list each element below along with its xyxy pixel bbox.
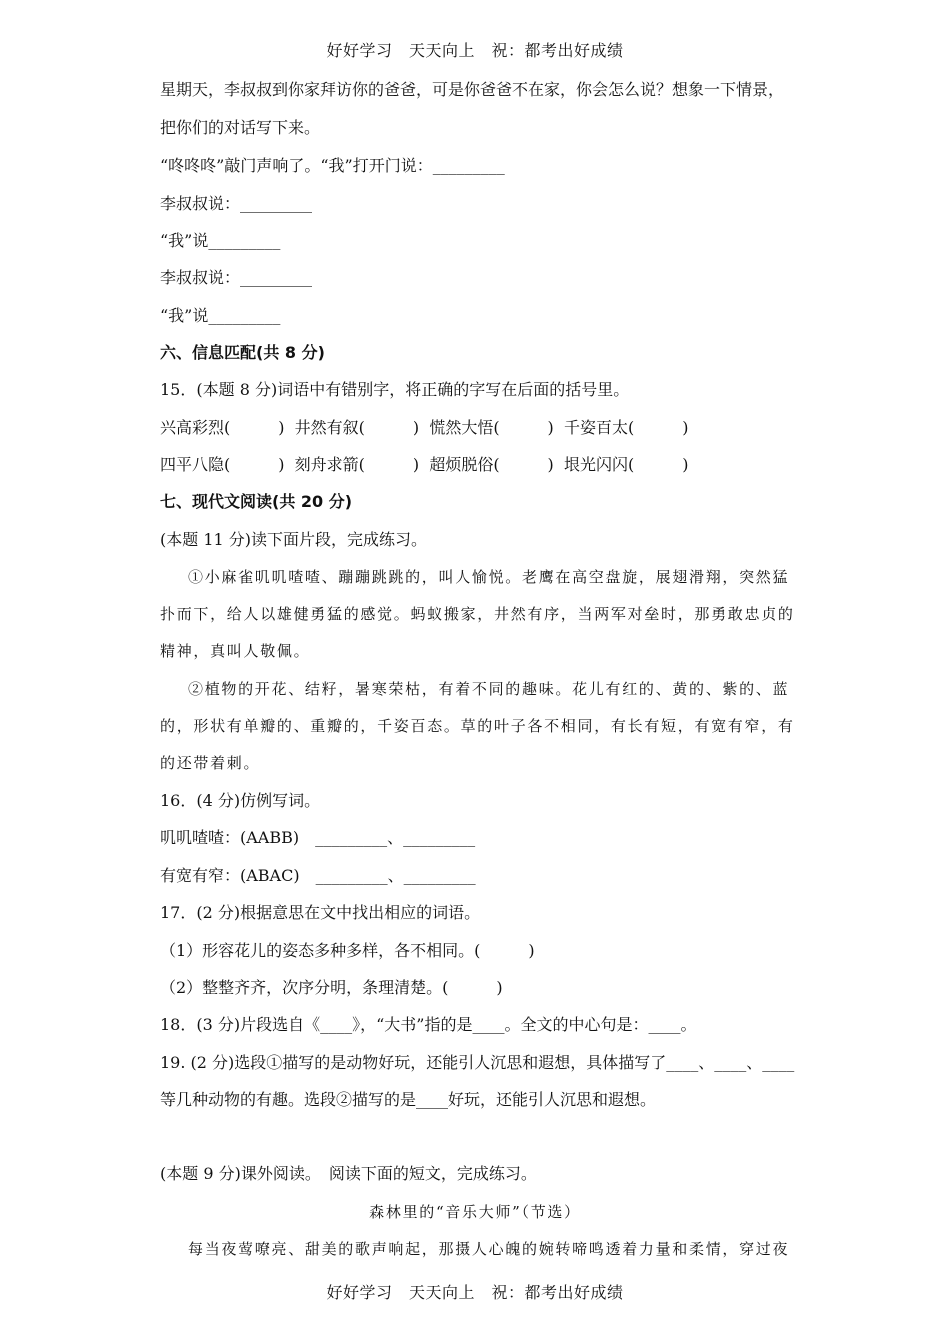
page-header: 好好学习 天天向上 祝：都考出好成绩 bbox=[326, 41, 624, 60]
section-title: 七、现代文阅读(共 20 分) bbox=[160, 492, 353, 511]
dialog-line: “咚咚咚”敲门声响了。“我”打开门说：_________ bbox=[160, 156, 505, 175]
question-19-cont: 等几种动物的有趣。选段②描写的是____好玩，还能引人沉思和遐想。 bbox=[160, 1090, 657, 1109]
passage-line: ①小麻雀叽叽喳喳、蹦蹦跳跳的，叫人愉悦。老鹰在高空盘旋，展翅滑翔，突然猛 bbox=[188, 568, 790, 586]
reading-intro: (本题 9 分)课外阅读。 阅读下面的短文，完成练习。 bbox=[160, 1164, 537, 1183]
question-17: 17．(2 分)根据意思在文中找出相应的词语。 bbox=[160, 903, 481, 922]
passage-line: 扑而下，给人以雄健勇猛的感觉。蚂蚁搬家，井然有序，当两军对垒时，那勇敢忠贞的 bbox=[160, 605, 795, 623]
dialog-line: “我”说_________ bbox=[160, 306, 281, 325]
passage-line: ②植物的开花、结籽，暑寒荣枯，有着不同的趣味。花儿有红的、黄的、紫的、蓝 bbox=[188, 680, 790, 698]
passage-line: 的还带着刺。 bbox=[160, 754, 261, 772]
word-row: 兴高彩烈( ) 井然有叙( ) 慌然大悟( ) 千姿百太( ) bbox=[160, 418, 689, 437]
page-footer: 好好学习 天天向上 祝：都考出好成绩 bbox=[326, 1283, 624, 1302]
question-18: 18．(3 分)片段选自《____》，“大书”指的是____。全文的中心句是：____。 bbox=[160, 1015, 697, 1034]
prompt-line: 把你们的对话写下来。 bbox=[160, 118, 321, 137]
question-16-a: 叽叽喳喳：(AABB) _________、_________ bbox=[160, 828, 476, 847]
question-17-1: （1）形容花儿的姿态多种多样，各不相同。( ) bbox=[160, 941, 535, 960]
question-16-b: 有宽有窄：(ABAC) _________、_________ bbox=[160, 866, 476, 885]
prompt-line: 星期天，李叔叔到你家拜访你的爸爸，可是你爸爸不在家，你会怎么说？想象一下情景， bbox=[160, 80, 785, 99]
word-row: 四平八隐( ) 刻舟求箭( ) 超烦脱俗( ) 垠光闪闪( ) bbox=[160, 455, 689, 474]
article-line: 每当夜莺嘹亮、甜美的歌声响起，那摄人心魄的婉转啼鸣透着力量和柔情，穿过夜 bbox=[188, 1240, 790, 1258]
passage-line: 精神，真叫人敬佩。 bbox=[160, 642, 311, 660]
question-19: 19. (2 分)选段①描写的是动物好玩，还能引人沉思和遐想，具体描写了____、____、____ bbox=[160, 1053, 795, 1072]
reading-intro: (本题 11 分)读下面片段，完成练习。 bbox=[160, 530, 428, 549]
dialog-line: “我”说_________ bbox=[160, 231, 281, 250]
question-15: 15．(本题 8 分)词语中有错别字，将正确的字写在后面的括号里。 bbox=[160, 380, 630, 399]
passage-line: 的，形状有单瓣的、重瓣的，千姿百态。草的叶子各不相同，有长有短，有宽有窄，有 bbox=[160, 717, 795, 735]
dialog-line: 李叔叔说：_________ bbox=[160, 268, 313, 287]
article-title: 森林里的“音乐大师”（节选） bbox=[369, 1203, 581, 1221]
question-17-2: （2）整整齐齐，次序分明，条理清楚。( ) bbox=[160, 978, 503, 997]
dialog-line: 李叔叔说：_________ bbox=[160, 194, 313, 213]
section-title: 六、信息匹配(共 8 分) bbox=[160, 343, 325, 362]
question-16: 16．(4 分)仿例写词。 bbox=[160, 791, 321, 810]
